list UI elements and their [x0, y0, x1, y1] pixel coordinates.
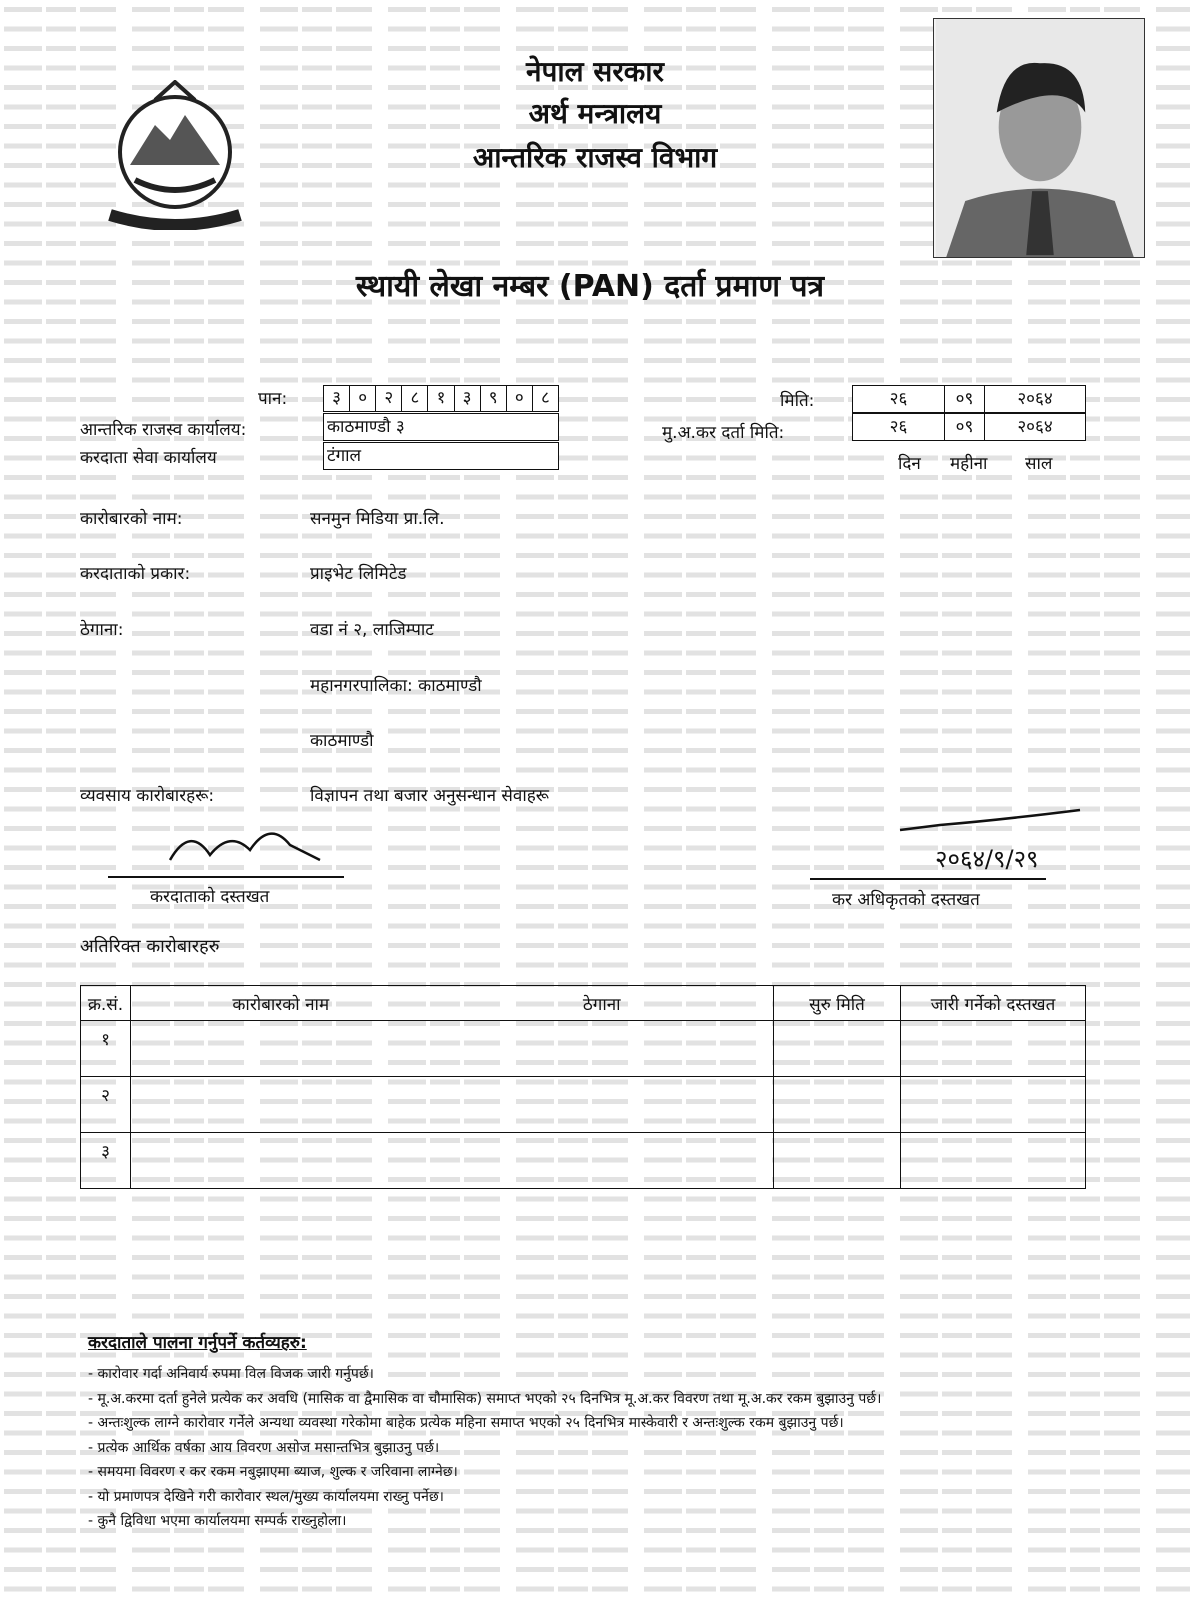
- vat-date-label: मु.अ.कर दर्ता मिति:: [662, 423, 785, 443]
- pan-digit: ०: [507, 386, 533, 411]
- pan-digit: ९: [481, 386, 507, 411]
- date-year: २०६४: [1017, 417, 1053, 437]
- field-value: काठमाण्डौ: [310, 731, 374, 751]
- duty-item: - मू.अ.करमा दर्ता हुनेले प्रत्येक कर अवधि (मासिक वा द्वैमासिक वा चौमासिक) समाप्त भएको २५ दिनभित्र मू.अ.कर विवरण तथा मू.अ.कर रकम बुझाउनु पर्छ।: [88, 1390, 882, 1407]
- year-label: साल: [1025, 454, 1053, 474]
- table-row: [81, 1133, 1086, 1189]
- taxpayer-signature-line: [108, 876, 344, 878]
- col-start-date: सुरु मिति: [774, 986, 901, 1021]
- date-month: ०९: [945, 386, 985, 412]
- field-label: ठेगाना:: [80, 620, 124, 640]
- field-value: वडा नं २, लाजिम्पाट: [310, 620, 434, 640]
- date-month: ०९: [945, 414, 985, 440]
- tso-value: टंगाल: [323, 442, 559, 470]
- duty-item: - कुनै द्विविधा भएमा कार्यालयमा सम्पर्क राख्नुहोला।: [88, 1513, 347, 1529]
- duty-item: - समयमा विवरण र कर रकम नबुझाएमा ब्याज, शुल्क र जरिवाना लाग्नेछ।: [88, 1464, 458, 1480]
- field-value: विज्ञापन तथा बजार अनुसन्धान सेवाहरू: [310, 786, 549, 806]
- duty-item: - प्रत्येक आर्थिक वर्षका आय विवरण असोज मसान्तभित्र बुझाउनु पर्छ।: [88, 1439, 440, 1456]
- officer-signature-date: २०६४/९/२९: [935, 845, 1039, 873]
- vat-registration-date: [852, 413, 1086, 441]
- field-label: व्यवसाय कारोबारहरू:: [80, 786, 215, 806]
- pan-digit: ३: [324, 386, 350, 411]
- officer-signature-line: [810, 878, 1046, 880]
- col-issuer-signature: जारी गर्नेको दस्तखत: [901, 986, 1086, 1021]
- pan-digit: २: [376, 386, 402, 411]
- ministry-name: अर्थ मन्त्रालय: [528, 97, 662, 130]
- duties-list: [88, 1362, 881, 1534]
- department-name: आन्तरिक राजस्व विभाग: [472, 141, 718, 174]
- field-label: करदाताको प्रकार:: [80, 564, 191, 584]
- row-serial: ३: [81, 1133, 131, 1189]
- pan-digit: ०: [350, 386, 376, 411]
- officer-signature-icon: [880, 800, 1130, 840]
- page-title: स्थायी लेखा नम्बर (PAN) दर्ता प्रमाण पत्र: [355, 269, 825, 304]
- duties-title: करदाताले पालना गर्नुपर्ने कर्तव्यहरु:: [88, 1333, 307, 1353]
- day-label: दिन: [898, 454, 921, 474]
- row-serial: १: [81, 1021, 131, 1077]
- table-header-row: [81, 986, 1086, 1021]
- issue-date: [852, 385, 1086, 413]
- taxpayer-photo: [933, 18, 1145, 258]
- field-label: कारोबारको नाम:: [80, 509, 183, 529]
- col-address: ठेगाना: [431, 986, 774, 1021]
- pan-digit: ३: [455, 386, 481, 411]
- officer-signature-label: कर अधिकृतको दस्तखत: [832, 890, 980, 910]
- ird-office-value: काठमाण्डौ ३: [323, 413, 559, 441]
- pan-digit: ८: [541, 388, 550, 408]
- col-business-name: कारोबारको नाम: [131, 986, 431, 1021]
- ird-office-label: आन्तरिक राजस्व कार्यालय:: [80, 420, 247, 440]
- taxpayer-signature-label: करदाताको दस्तखत: [150, 887, 270, 907]
- field-value: महानगरपालिका: काठमाण्डौ: [310, 676, 482, 696]
- pan-digit: १: [428, 386, 454, 411]
- table-row: [81, 1021, 1086, 1077]
- taxpayer-duties: [88, 1330, 881, 1534]
- table-row: [81, 1077, 1086, 1133]
- government-name: नेपाल सरकार: [525, 55, 665, 88]
- taxpayer-signature-icon: [160, 820, 330, 872]
- row-serial: २: [81, 1077, 131, 1133]
- col-serial: क्र.सं.: [81, 986, 131, 1021]
- date-label: मिति:: [780, 391, 815, 411]
- duty-item: - कारोवार गर्दा अनिवार्य रुपमा विल विजक जारी गर्नुपर्छ।: [88, 1366, 374, 1382]
- pan-digit: ८: [402, 386, 428, 411]
- field-value: सनमुन मिडिया प्रा.लि.: [310, 509, 445, 529]
- additional-businesses-title: अतिरिक्त कारोबारहरु: [80, 936, 220, 957]
- date-day: २६: [853, 386, 945, 412]
- pan-label: पान:: [258, 389, 288, 409]
- duty-item: - अन्तःशुल्क लाग्ने कारोवार गर्नेले अन्यथा व्यवस्था गरेकोमा बाहेक प्रत्येक महिना समाप्त भएको २५ दिनभित्र मास्केवारी र अन्तःशुल्क रकम बुझाउनु पर्छ।: [88, 1415, 844, 1431]
- date-year: २०६४: [1017, 389, 1053, 409]
- additional-businesses-table: [80, 985, 1086, 1189]
- duty-item: - यो प्रमाणपत्र देखिने गरी कारोवार स्थल/मुख्य कार्यालयमा राख्नु पर्नेछ।: [88, 1488, 444, 1505]
- tso-label: करदाता सेवा कार्यालय: [80, 448, 217, 468]
- pan-number: [323, 385, 559, 412]
- month-label: महीना: [950, 454, 988, 474]
- date-day: २६: [853, 414, 945, 440]
- field-value: प्राइभेट लिमिटेड: [310, 564, 407, 584]
